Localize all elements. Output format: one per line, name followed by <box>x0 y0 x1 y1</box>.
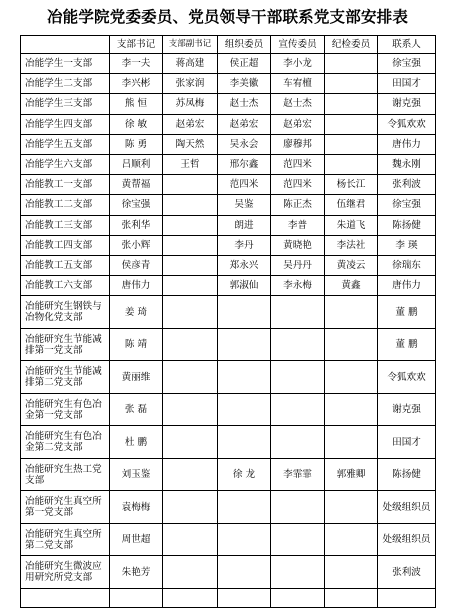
branch-name-cell: 冶能研究生钢铁与冶物化党支部 <box>21 296 110 329</box>
person-cell: 杨长江 <box>325 175 378 195</box>
person-cell <box>218 393 271 426</box>
branch-name-cell: 冶能学生二支部 <box>21 74 110 94</box>
person-cell <box>271 523 325 556</box>
person-cell <box>325 361 378 394</box>
person-cell: 陈扬健 <box>378 458 436 491</box>
person-cell <box>325 296 378 329</box>
person-cell <box>271 361 325 394</box>
branch-name-cell: 冶能研究生节能减排第二党支部 <box>21 361 110 394</box>
column-header: 宣传委员 <box>271 36 325 54</box>
person-cell: 张利波 <box>378 556 436 589</box>
person-cell: 张 磊 <box>110 393 163 426</box>
person-cell: 朗进 <box>218 215 271 235</box>
person-cell: 李永梅 <box>271 276 325 296</box>
branch-name-cell: 冶能学生三支部 <box>21 94 110 114</box>
person-cell: 张利波 <box>378 175 436 195</box>
person-cell <box>218 588 271 607</box>
person-cell <box>271 588 325 607</box>
table-row <box>21 154 436 174</box>
person-cell <box>218 328 271 361</box>
table-row <box>21 195 436 215</box>
table-row <box>21 94 436 114</box>
table-row <box>21 276 436 296</box>
person-cell: 侯彦青 <box>110 255 163 275</box>
table-row <box>21 458 436 491</box>
person-cell: 郭淑仙 <box>218 276 271 296</box>
table-row <box>21 426 436 459</box>
branch-name-cell: 冶能教工一支部 <box>21 175 110 195</box>
person-cell: 赵弟宏 <box>271 114 325 134</box>
person-cell: 李兴彬 <box>110 74 163 94</box>
branch-name-cell: 冶能研究生有色冶金第一党支部 <box>21 393 110 426</box>
person-cell <box>325 491 378 524</box>
person-cell <box>163 328 218 361</box>
person-cell <box>271 491 325 524</box>
person-cell: 郭雅卿 <box>325 458 378 491</box>
person-cell: 唐伟力 <box>378 134 436 154</box>
person-cell <box>325 556 378 589</box>
person-cell <box>325 114 378 134</box>
branch-name-cell: 冶能研究生有色冶金第二党支部 <box>21 426 110 459</box>
person-cell <box>218 426 271 459</box>
table-row <box>21 588 436 607</box>
table-row <box>21 296 436 329</box>
person-cell <box>163 296 218 329</box>
person-cell: 徐宝强 <box>378 54 436 74</box>
person-cell: 令狐欢欢 <box>378 114 436 134</box>
person-cell <box>163 276 218 296</box>
person-cell <box>218 556 271 589</box>
person-cell: 董 鹏 <box>378 328 436 361</box>
branch-name-cell: 冶能研究生真空所第一党支部 <box>21 491 110 524</box>
person-cell <box>163 523 218 556</box>
person-cell <box>218 361 271 394</box>
person-cell: 苏凤梅 <box>163 94 218 114</box>
branch-name-cell: 冶能教工三支部 <box>21 215 110 235</box>
person-cell <box>271 556 325 589</box>
person-cell: 谢克强 <box>378 94 436 114</box>
person-cell <box>218 491 271 524</box>
table-row <box>21 134 436 154</box>
person-cell: 朱艳芳 <box>110 556 163 589</box>
branch-name-cell: 冶能学生六支部 <box>21 154 110 174</box>
branch-name-cell: 冶能教工四支部 <box>21 235 110 255</box>
person-cell: 吴丹丹 <box>271 255 325 275</box>
person-cell: 朱道飞 <box>325 215 378 235</box>
contact-table <box>20 35 436 608</box>
column-header: 联系人 <box>378 36 436 54</box>
person-cell: 王哲 <box>163 154 218 174</box>
person-cell <box>325 393 378 426</box>
person-cell: 魏永刚 <box>378 154 436 174</box>
person-cell: 李普 <box>271 215 325 235</box>
person-cell <box>325 588 378 607</box>
person-cell: 吴永会 <box>218 134 271 154</box>
person-cell: 谢克强 <box>378 393 436 426</box>
person-cell <box>378 588 436 607</box>
person-cell: 田国才 <box>378 426 436 459</box>
person-cell <box>163 175 218 195</box>
person-cell: 侯正超 <box>218 54 271 74</box>
person-cell: 蒋高建 <box>163 54 218 74</box>
column-header <box>21 36 110 54</box>
table-row <box>21 393 436 426</box>
person-cell: 吕顺利 <box>110 154 163 174</box>
person-cell: 赵弟宏 <box>218 114 271 134</box>
table-row <box>21 114 436 134</box>
person-cell: 车宥檀 <box>271 74 325 94</box>
person-cell: 李霏霏 <box>271 458 325 491</box>
column-header: 组织委员 <box>218 36 271 54</box>
person-cell: 周世超 <box>110 523 163 556</box>
branch-name-cell <box>21 588 110 607</box>
person-cell: 吴鉴 <box>218 195 271 215</box>
person-cell: 袁梅梅 <box>110 491 163 524</box>
person-cell <box>110 588 163 607</box>
branch-name-cell: 冶能学生四支部 <box>21 114 110 134</box>
branch-name-cell: 冶能研究生真空所第二党支部 <box>21 523 110 556</box>
person-cell: 廖穆邦 <box>271 134 325 154</box>
person-cell: 张小辉 <box>110 235 163 255</box>
branch-name-cell: 冶能研究生微波应用研究所党支部 <box>21 556 110 589</box>
branch-name-cell: 冶能研究生节能减排第一党支部 <box>21 328 110 361</box>
person-cell: 唐伟力 <box>110 276 163 296</box>
person-cell: 伍继君 <box>325 195 378 215</box>
person-cell: 处级组织员 <box>378 523 436 556</box>
branch-name-cell: 冶能教工六支部 <box>21 276 110 296</box>
person-cell <box>325 54 378 74</box>
table-row <box>21 491 436 524</box>
person-cell: 范四米 <box>271 154 325 174</box>
person-cell: 赵士杰 <box>218 94 271 114</box>
table-row <box>21 556 436 589</box>
person-cell: 李丹 <box>218 235 271 255</box>
person-cell: 郑永兴 <box>218 255 271 275</box>
person-cell: 黄凌云 <box>325 255 378 275</box>
person-cell: 邢尔鑫 <box>218 154 271 174</box>
person-cell <box>163 235 218 255</box>
table-row <box>21 361 436 394</box>
person-cell <box>325 134 378 154</box>
person-cell: 黄鑫 <box>325 276 378 296</box>
person-cell <box>271 393 325 426</box>
person-cell: 陈 勇 <box>110 134 163 154</box>
person-cell: 张利华 <box>110 215 163 235</box>
table-row <box>21 175 436 195</box>
person-cell: 唐伟力 <box>378 276 436 296</box>
person-cell <box>163 361 218 394</box>
table-row <box>21 74 436 94</box>
branch-name-cell: 冶能教工五支部 <box>21 255 110 275</box>
person-cell: 刘玉鉴 <box>110 458 163 491</box>
person-cell: 董 鹏 <box>378 296 436 329</box>
person-cell: 陈扬健 <box>378 215 436 235</box>
branch-name-cell: 冶能学生一支部 <box>21 54 110 74</box>
table-row <box>21 523 436 556</box>
person-cell: 杜 鹏 <box>110 426 163 459</box>
person-cell <box>325 154 378 174</box>
person-cell <box>163 255 218 275</box>
person-cell <box>163 491 218 524</box>
person-cell: 姜 琦 <box>110 296 163 329</box>
person-cell: 徐 龙 <box>218 458 271 491</box>
table-row <box>21 255 436 275</box>
person-cell: 徐 敏 <box>110 114 163 134</box>
person-cell: 令狐欢欢 <box>378 361 436 394</box>
column-header: 支部副书记 <box>163 36 218 54</box>
person-cell: 陶天然 <box>163 134 218 154</box>
table-row <box>21 54 436 74</box>
page-title: 冶能学院党委委员、党员领导干部联系党支部安排表 <box>46 8 409 26</box>
person-cell <box>271 296 325 329</box>
person-cell: 李一夫 <box>110 54 163 74</box>
person-cell: 李美徽 <box>218 74 271 94</box>
person-cell: 田国才 <box>378 74 436 94</box>
person-cell <box>163 556 218 589</box>
person-cell: 徐宝强 <box>110 195 163 215</box>
person-cell: 黄晓艳 <box>271 235 325 255</box>
person-cell: 徐瑞东 <box>378 255 436 275</box>
person-cell <box>163 588 218 607</box>
person-cell: 李小龙 <box>271 54 325 74</box>
person-cell <box>163 215 218 235</box>
person-cell: 李 瑛 <box>378 235 436 255</box>
person-cell: 赵弟宏 <box>163 114 218 134</box>
branch-name-cell: 冶能教工二支部 <box>21 195 110 215</box>
person-cell <box>325 328 378 361</box>
person-cell <box>325 94 378 114</box>
person-cell <box>163 426 218 459</box>
person-cell <box>271 328 325 361</box>
table-body <box>21 36 436 608</box>
person-cell <box>325 523 378 556</box>
person-cell: 范四米 <box>271 175 325 195</box>
person-cell <box>218 296 271 329</box>
table-row <box>21 235 436 255</box>
person-cell: 陈 靖 <box>110 328 163 361</box>
person-cell: 范四米 <box>218 175 271 195</box>
person-cell <box>325 74 378 94</box>
branch-name-cell: 冶能学生五支部 <box>21 134 110 154</box>
person-cell <box>163 195 218 215</box>
person-cell: 黄丽维 <box>110 361 163 394</box>
person-cell: 陈正杰 <box>271 195 325 215</box>
person-cell: 熊 恒 <box>110 94 163 114</box>
table-row <box>21 215 436 235</box>
person-cell <box>218 523 271 556</box>
column-header: 纪检委员 <box>325 36 378 54</box>
table-header-row <box>21 36 436 54</box>
person-cell <box>325 426 378 459</box>
person-cell <box>163 458 218 491</box>
column-header: 支部书记 <box>110 36 163 54</box>
person-cell: 徐宝强 <box>378 195 436 215</box>
person-cell: 李法社 <box>325 235 378 255</box>
branch-name-cell: 冶能研究生热工党支部 <box>21 458 110 491</box>
person-cell: 张家润 <box>163 74 218 94</box>
person-cell: 黄帮福 <box>110 175 163 195</box>
person-cell <box>163 393 218 426</box>
person-cell: 赵士杰 <box>271 94 325 114</box>
table-row <box>21 328 436 361</box>
person-cell <box>271 426 325 459</box>
person-cell: 处级组织员 <box>378 491 436 524</box>
